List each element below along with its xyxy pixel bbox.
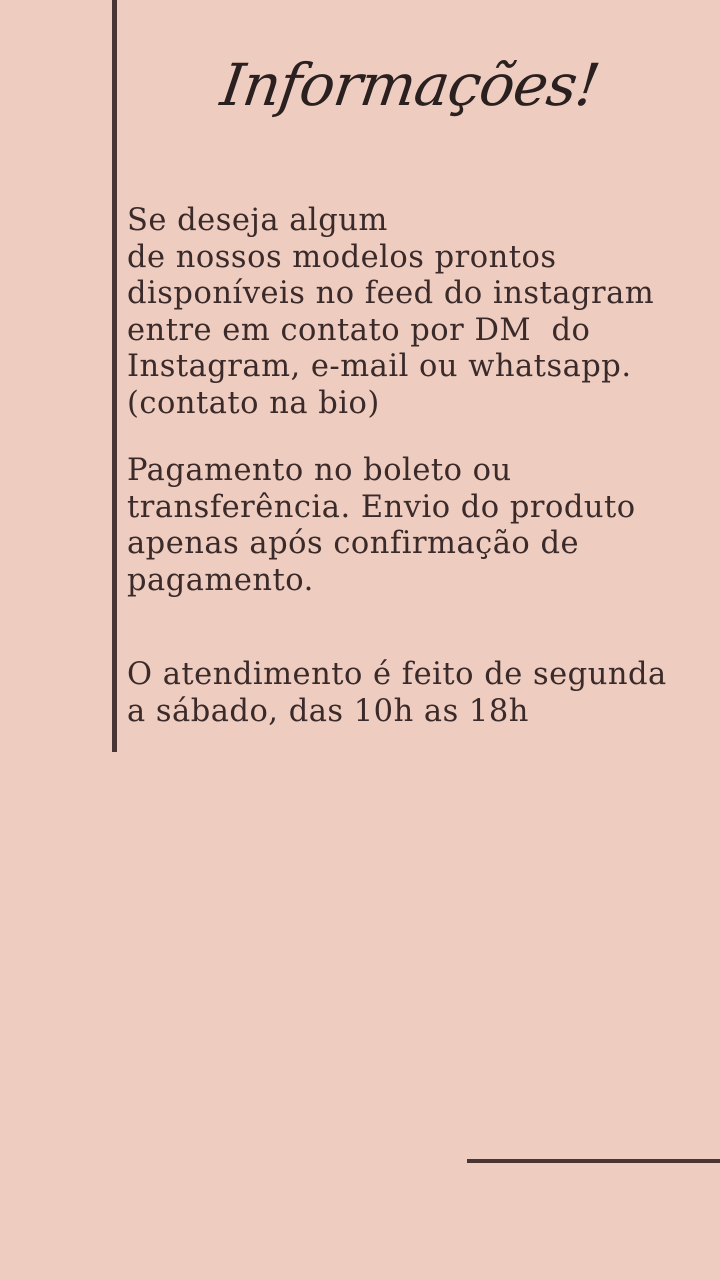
horizontal-divider-line: [467, 1159, 720, 1163]
payment-paragraph: Pagamento no boleto ou transferência. Envio do produto apenas após confirmação de pagamento.: [127, 453, 636, 598]
hours-paragraph: O atendimento é feito de segunda a sábado, das 10h as 18h: [127, 657, 667, 729]
availability-paragraph: Se deseja algum de nossos modelos prontos disponíveis no feed do instagram entre em contato por DM do Instagram, e-mail ou whatsapp. (contato na bio): [127, 203, 655, 421]
page-title: Informações!: [216, 51, 604, 119]
vertical-divider-line: [112, 0, 117, 752]
